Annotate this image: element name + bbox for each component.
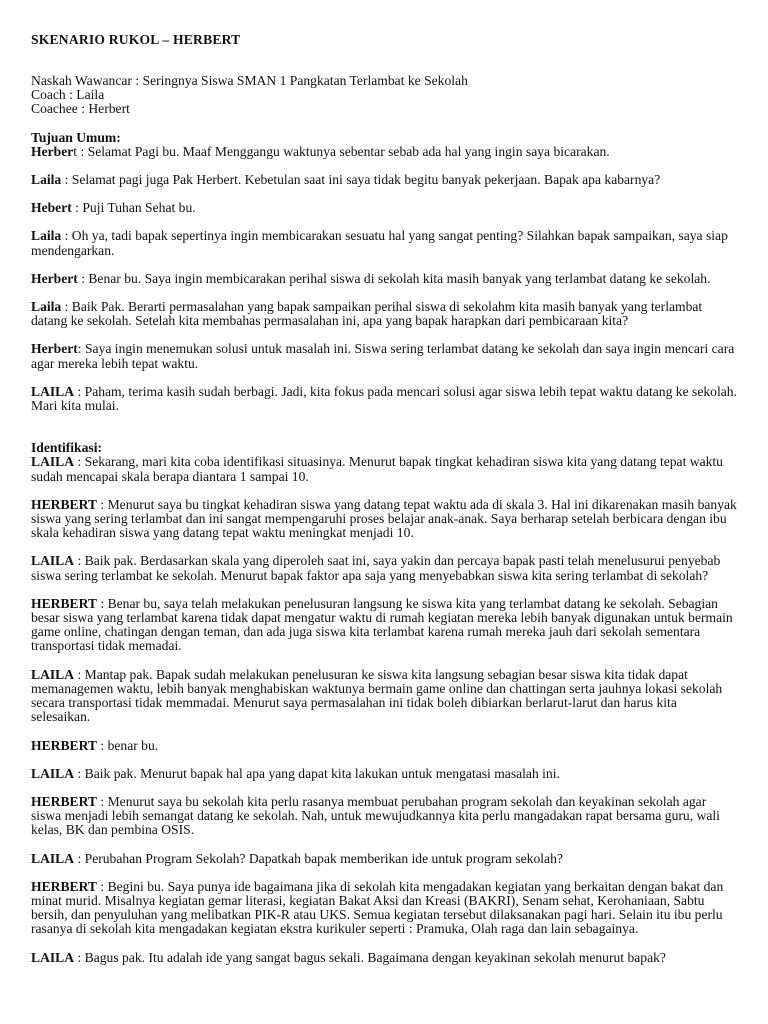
dialogue-paragraph: [31, 880, 737, 937]
dialogue-paragraph: [31, 739, 737, 753]
dialogue-paragraph: [31, 455, 737, 483]
dialogue-paragraph: [31, 385, 737, 413]
document-meta: [31, 74, 737, 117]
meta-line-interview-title: Naskah Wawancar : Seringnya Siswa SMAN 1 Pangkatan Terlambat ke Sekolah: [31, 73, 468, 88]
speaker-name: Herbert: [31, 341, 78, 357]
dialogue-paragraph: [31, 272, 737, 286]
dialogue-text: : Oh ya, tadi bapak sepertinya ingin membicarakan sesuatu hal yang sangat penting? Silahkan bapak sampaikan, saya siap mendengarkan.: [31, 228, 728, 258]
speaker-name: LAILA: [31, 383, 75, 399]
section-heading: Tujuan Umum:: [31, 129, 121, 145]
speaker-name: Laila: [31, 299, 62, 315]
dialogue-paragraph: [31, 668, 737, 725]
speaker-name: HERBERT: [31, 496, 97, 512]
speaker-name: LAILA: [31, 949, 75, 965]
speaker-name: LAILA: [31, 553, 75, 569]
section-identifikasi: [31, 441, 737, 964]
dialogue-text: : Baik pak. Berdasarkan skala yang diperoleh saat ini, saya yakin dan percaya bapak pasti telah menelusurui penyebab siswa sering terlambat ke sekolah. Menurut bapak faktor apa saja yang menyebabkan siswa kita sering terlambat di sekolah?: [31, 553, 721, 583]
meta-line-coachee: Coachee : Herbert: [31, 101, 130, 117]
dialogue-text: : Bagus pak. Itu adalah ide yang sangat bagus sekali. Bagaimana dengan keyakinan sekolah menurut bapak?: [74, 949, 666, 965]
speaker-name: Herber: [31, 143, 74, 159]
dialogue-paragraph: [31, 498, 737, 541]
dialogue-paragraph: [31, 795, 737, 838]
dialogue-text: : Sekarang, mari kita coba identifikasi situasinya. Menurut bapak tingkat kehadiran siswa kita yang datang tepat waktu sudah mencapai skala berapa diantara 1 sampai 10.: [31, 454, 723, 484]
dialogue-text: : Begini bu. Saya punya ide bagaimana jika di sekolah kita mengadakan kegiatan yang berkaitan dengan bakat dan minat murid. Misalnya kegiatan gemar literasi, kegiatan Bakat Aksi dan Kreasi (BAKRI), Senam sehat, Kerohaniaan, Sabtu bersih, dan penyuluhan yang melibatkan PIK-R atau UKS. Semua kegiatan tersebut dilaksanakan pagi hari. Selain itu ibu perlu rasanya di sekolah kita mengadakan kegiatan ekstra kurikuler seperti : Pramuka, Olah raga dan lain sebagainya.: [31, 878, 724, 937]
speaker-name: HERBERT: [31, 737, 97, 753]
dialogue-text: : Menurut saya bu sekolah kita perlu rasanya membuat perubahan program sekolah dan keyakinan sekolah agar siswa menjadi lebih semangat datang ke sekolah. Nah, untuk mewujudkannya kita perlu mangadakan rapat bersama guru, wali kelas, BK dan pembina OSIS.: [31, 793, 720, 838]
speaker-name: HERBERT: [31, 793, 97, 809]
section-tujuan-umum: [31, 131, 737, 414]
speaker-name: Laila: [31, 228, 62, 244]
dialogue-paragraph: [31, 554, 737, 582]
dialogue-paragraph: [31, 852, 737, 866]
speaker-name: Herbert: [31, 270, 78, 286]
dialogue-paragraph: [31, 342, 737, 370]
dialogue-paragraph: [31, 767, 737, 781]
dialogue-paragraph: [31, 173, 737, 187]
speaker-name: LAILA: [31, 454, 75, 470]
dialogue-paragraph: [31, 951, 737, 965]
dialogue-text: : Selamat pagi juga Pak Herbert. Kebetulan saat ini saya tidak begitu banyak pekerjaan. Bapak apa kabarnya?: [61, 172, 661, 188]
speaker-name: LAILA: [31, 765, 75, 781]
dialogue-text: : Baik pak. Menurut bapak hal apa yang dapat kita lakukan untuk mengatasi masalah ini.: [74, 765, 560, 781]
dialogue-text: : Saya ingin menemukan solusi untuk masalah ini. Siswa sering terlambat datang ke sekolah dan saya ingin mencari cara agar mereka lebih tepat waktu.: [31, 341, 735, 371]
section-gap: [31, 427, 737, 441]
speaker-name: LAILA: [31, 666, 75, 682]
dialogue-text: t : Selamat Pagi bu. Maaf Menggangu waktunya sebentar sebab ada hal yang ingin saya bicarakan.: [73, 143, 610, 159]
meta-line-coach: Coach : Laila: [31, 87, 105, 103]
dialogue-paragraph: [31, 300, 737, 328]
dialogue-text: : Benar bu. Saya ingin membicarakan perihal siswa di sekolah kita masih banyak yang terlambat datang ke sekolah.: [77, 270, 711, 286]
dialogue-text: : Menurut saya bu tingkat kehadiran siswa yang datang tepat waktu ada di skala 3. Hal ini dikarenakan masih banyak siswa yang sering terlambat dan ini sangat mempengaruhi proses belajar anak-anak. Saya berharap setelah berbicara dengan ibu skala kehadiran siswa yang datang tepat waktu meningkat menjadi 10.: [31, 496, 737, 541]
dialogue-text: : benar bu.: [97, 737, 159, 753]
dialogue-text: : Baik Pak. Berarti permasalahan yang bapak sampaikan perihal siswa di sekolahm kita masih banyak yang terlambat datang ke sekolah. Setelah kita membahas permasalahan ini, apa yang bapak harapkan dari pembicaraan kita?: [31, 299, 703, 329]
dialogue-text: : Perubahan Program Sekolah? Dapatkah bapak memberikan ide untuk program sekolah?: [74, 850, 563, 866]
speaker-name: HERBERT: [31, 595, 97, 611]
dialogue-paragraph: [31, 201, 737, 215]
speaker-name: Laila: [31, 172, 62, 188]
speaker-name: Hebert: [31, 200, 72, 216]
dialogue-text: : Puji Tuhan Sehat bu.: [71, 200, 196, 216]
dialogue-text: : Benar bu, saya telah melakukan penelusuran langsung ke siswa kita yang terlambat datang ke sekolah. Sebagian besar siswa yang terlambat karena tidak dapat mengatur waktu di rumah kegiatan mereka lebih banyak digunakan untuk bermain game online, chatingan dengan teman, dan ada juga siswa kita terlambat karena rumah mereka jauh dari sekolah sementara transportasi tidak memadai.: [31, 595, 733, 654]
dialogue-paragraph: [31, 597, 737, 654]
document-title: SKENARIO RUKOL – HERBERT: [31, 32, 241, 47]
dialogue-paragraph: [31, 229, 737, 257]
speaker-name: HERBERT: [31, 878, 97, 894]
dialogue-text: : Mantap pak. Bapak sudah melakukan penelusuran ke siswa kita langsung sebagian besar siswa kita tidak dapat memanagemen waktu, lebih banyak menghabiskan waktunya bermain game online dan chattingan serta jauhnya lokasi sekolah secara transportasi tidak memmadai. Menurut saya permasalahan ini tidak boleh dibiarkan berlarut-larut dan harus kita selesaikan.: [31, 666, 723, 725]
section-heading: Identifikasi:: [31, 440, 103, 456]
speaker-name: LAILA: [31, 850, 75, 866]
dialogue-text: : Paham, terima kasih sudah berbagi. Jadi, kita fokus pada mencari solusi agar siswa lebih tepat waktu datang ke sekolah. Mari kita mulai.: [31, 383, 737, 414]
dialogue-paragraph: [31, 145, 737, 159]
